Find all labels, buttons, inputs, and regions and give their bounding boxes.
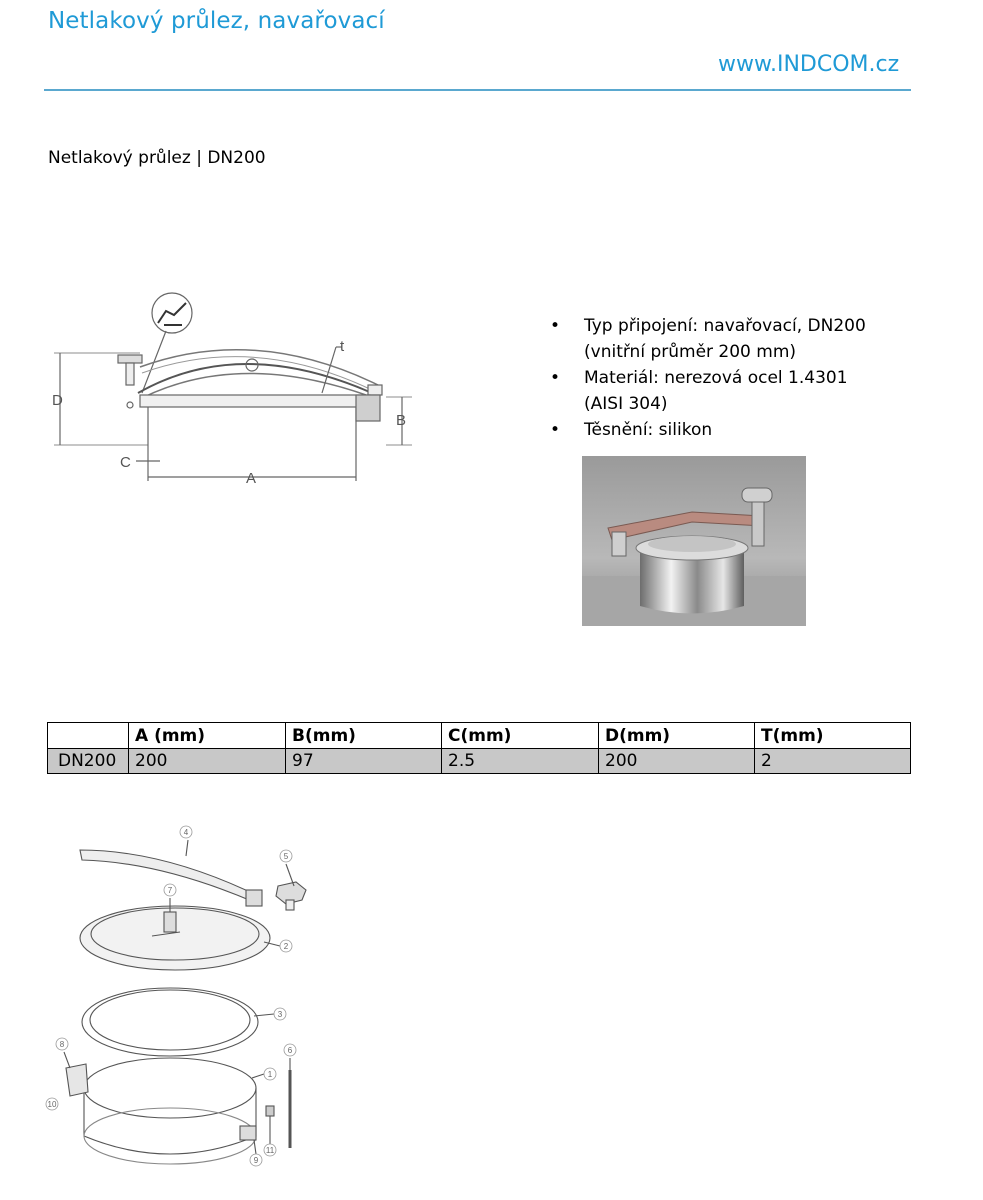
callout-5: 5 xyxy=(283,852,289,861)
feature-line: • Těsnění: silikon xyxy=(584,420,713,440)
dim-label-a: A xyxy=(246,470,257,487)
feature-item xyxy=(550,417,904,443)
feature-line: (vnitřní průměr 200 mm) xyxy=(584,342,797,362)
table-header-cell: C(mm) xyxy=(442,723,599,749)
callout-1: 1 xyxy=(267,1070,273,1079)
table-cell: 200 xyxy=(129,749,286,774)
table-cell: 2.5 xyxy=(442,749,599,774)
callout-9: 9 xyxy=(253,1156,259,1165)
callout-8: 8 xyxy=(59,1040,65,1049)
dimension-table xyxy=(47,722,911,774)
header-divider xyxy=(44,89,911,91)
table-header-cell: A (mm) xyxy=(129,723,286,749)
table-cell: 97 xyxy=(286,749,442,774)
callout-10: 10 xyxy=(47,1100,57,1109)
table-cell: 200 xyxy=(599,749,755,774)
feature-item xyxy=(550,313,904,365)
product-photo xyxy=(582,456,806,626)
technical-drawing xyxy=(40,285,430,495)
table-row xyxy=(48,749,911,774)
feature-item xyxy=(550,365,904,417)
callout-3: 3 xyxy=(277,1010,283,1019)
callout-7: 7 xyxy=(167,886,173,895)
feature-list xyxy=(550,313,904,443)
feature-line: (AISI 304) xyxy=(584,394,668,414)
dim-label-t: t xyxy=(340,338,345,355)
callout-2: 2 xyxy=(283,942,289,951)
dim-label-b: B xyxy=(396,412,407,429)
product-subtitle: Netlakový průlez | DN200 xyxy=(48,148,266,168)
feature-line: • Typ připojení: navařovací, DN200 xyxy=(584,316,866,336)
callout-4: 4 xyxy=(183,828,189,837)
table-header-row xyxy=(48,723,911,749)
table-cell: DN200 xyxy=(48,749,129,774)
table-header-cell: D(mm) xyxy=(599,723,755,749)
callout-6: 6 xyxy=(287,1046,293,1055)
exploded-view-drawing xyxy=(40,820,320,1180)
table-header-cell: T(mm) xyxy=(755,723,911,749)
table-header-cell xyxy=(48,723,129,749)
table-header-cell: B(mm) xyxy=(286,723,442,749)
callout-11: 11 xyxy=(265,1146,275,1155)
document-title: Netlakový průlez, navařovací xyxy=(48,8,385,34)
dim-label-d: D xyxy=(52,392,63,409)
feature-line: • Materiál: nerezová ocel 1.4301 xyxy=(584,368,848,388)
table-cell: 2 xyxy=(755,749,911,774)
website-url[interactable]: www.INDCOM.cz xyxy=(718,52,900,77)
dim-label-c: C xyxy=(120,454,131,471)
